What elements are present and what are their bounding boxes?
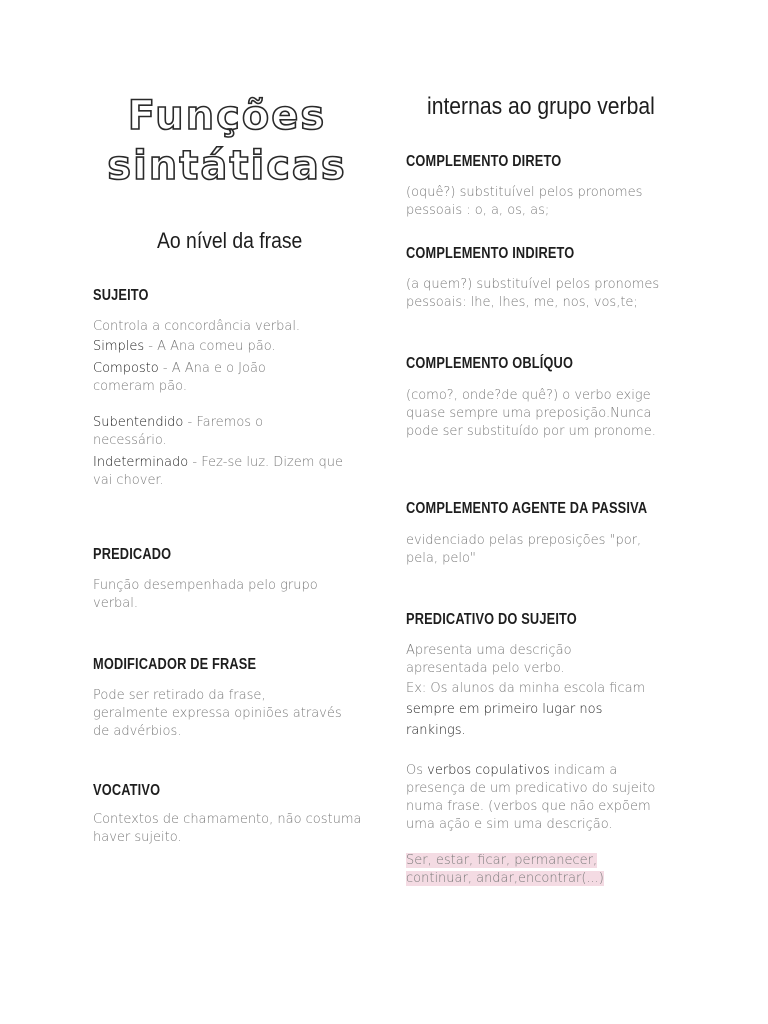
modificador-heading: MODIFICADOR DE FRASE	[93, 656, 257, 673]
sujeito-composto	[93, 360, 325, 396]
sujeito-simples	[93, 338, 363, 356]
note-text: indicam a presença de um predicativo do sujeito numa frase. (verbos que não expõem uma ação e sim uma descrição.	[406, 763, 656, 832]
predicado-text: Função desempenhada pelo grupo verbal.	[93, 578, 318, 611]
page-title-line-2: sintáticas	[107, 143, 347, 189]
complemento-direto-heading: COMPLEMENTO DIRETO	[406, 153, 562, 170]
note-prefix: Os	[406, 763, 428, 778]
predicativo-heading: PREDICATIVO DO SUJEITO	[406, 611, 577, 628]
verbos-copulativos-note	[406, 762, 668, 834]
vocativo-heading: VOCATIVO	[93, 782, 161, 799]
composto-text: - A Ana e o João comeram pão.	[93, 361, 266, 394]
composto-label: Composto	[93, 361, 159, 376]
sujeito-heading: SUJEITO	[93, 287, 149, 304]
right-subtitle: internas ao grupo verbal	[427, 93, 655, 120]
complemento-direto-text: (oquê?) substituível pelos pronomes pessoais : o, a, os, as;	[406, 185, 643, 218]
highlight-line-1: Ser, estar, ficar, permanecer,	[406, 853, 598, 868]
predicativo-example-prefix: Ex: Os alunos da minha escola ficam	[406, 681, 646, 696]
complemento-agente-heading: COMPLEMENTO AGENTE DA PASSIVA	[406, 500, 648, 517]
page-title-line-1: Funções	[127, 93, 327, 139]
complemento-obliquo-text: (como?, onde?de quê?) o verbo exige quase sempre uma preposição.Nunca pode ser substituído por um pronome.	[406, 388, 656, 439]
indeterminado-text: - Fez-se luz. Dizem que vai chover.	[93, 455, 344, 488]
complemento-indireto-heading: COMPLEMENTO INDIRETO	[406, 245, 575, 262]
sujeito-intro: Controla a concordância verbal.	[93, 319, 301, 334]
simples-label: Simples	[93, 339, 145, 354]
vocativo-text: Contextos de chamamento, não costuma haver sujeito.	[93, 812, 362, 845]
simples-text: - A Ana comeu pão.	[144, 339, 276, 354]
predicado-heading: PREDICADO	[93, 546, 172, 563]
predicativo-example-strong: sempre em primeiro lugar nos rankings.	[406, 702, 603, 738]
modificador-text: Pode ser retirado da frase, geralmente expressa opiniões através de advérbios.	[93, 688, 342, 739]
highlight-line-2: continuar, andar,encontrar(...)	[406, 871, 604, 886]
complemento-obliquo-heading: COMPLEMENTO OBLÍQUO	[406, 355, 574, 372]
verbos-copulativos-list	[406, 852, 668, 888]
complemento-indireto-text: (a quem?) substituível pelos pronomes pessoais: lhe, lhes, me, nos, vos,te;	[406, 277, 660, 310]
sujeito-indeterminado	[93, 454, 363, 490]
subentendido-label: Subentendido	[93, 415, 184, 430]
sujeito-subentendido	[93, 414, 325, 450]
subentendido-text: - Faremos o necessário.	[93, 415, 264, 448]
complemento-agente-text: evidenciado pelas preposições "por, pela, pelo"	[406, 533, 642, 566]
predicativo-text: Apresenta uma descrição apresentada pelo verbo.	[406, 643, 572, 676]
indeterminado-label: Indeterminado	[93, 455, 189, 470]
note-strong: verbos copulativos	[427, 763, 550, 778]
predicativo-example	[406, 678, 656, 741]
left-subtitle: Ao nível da frase	[157, 228, 303, 253]
